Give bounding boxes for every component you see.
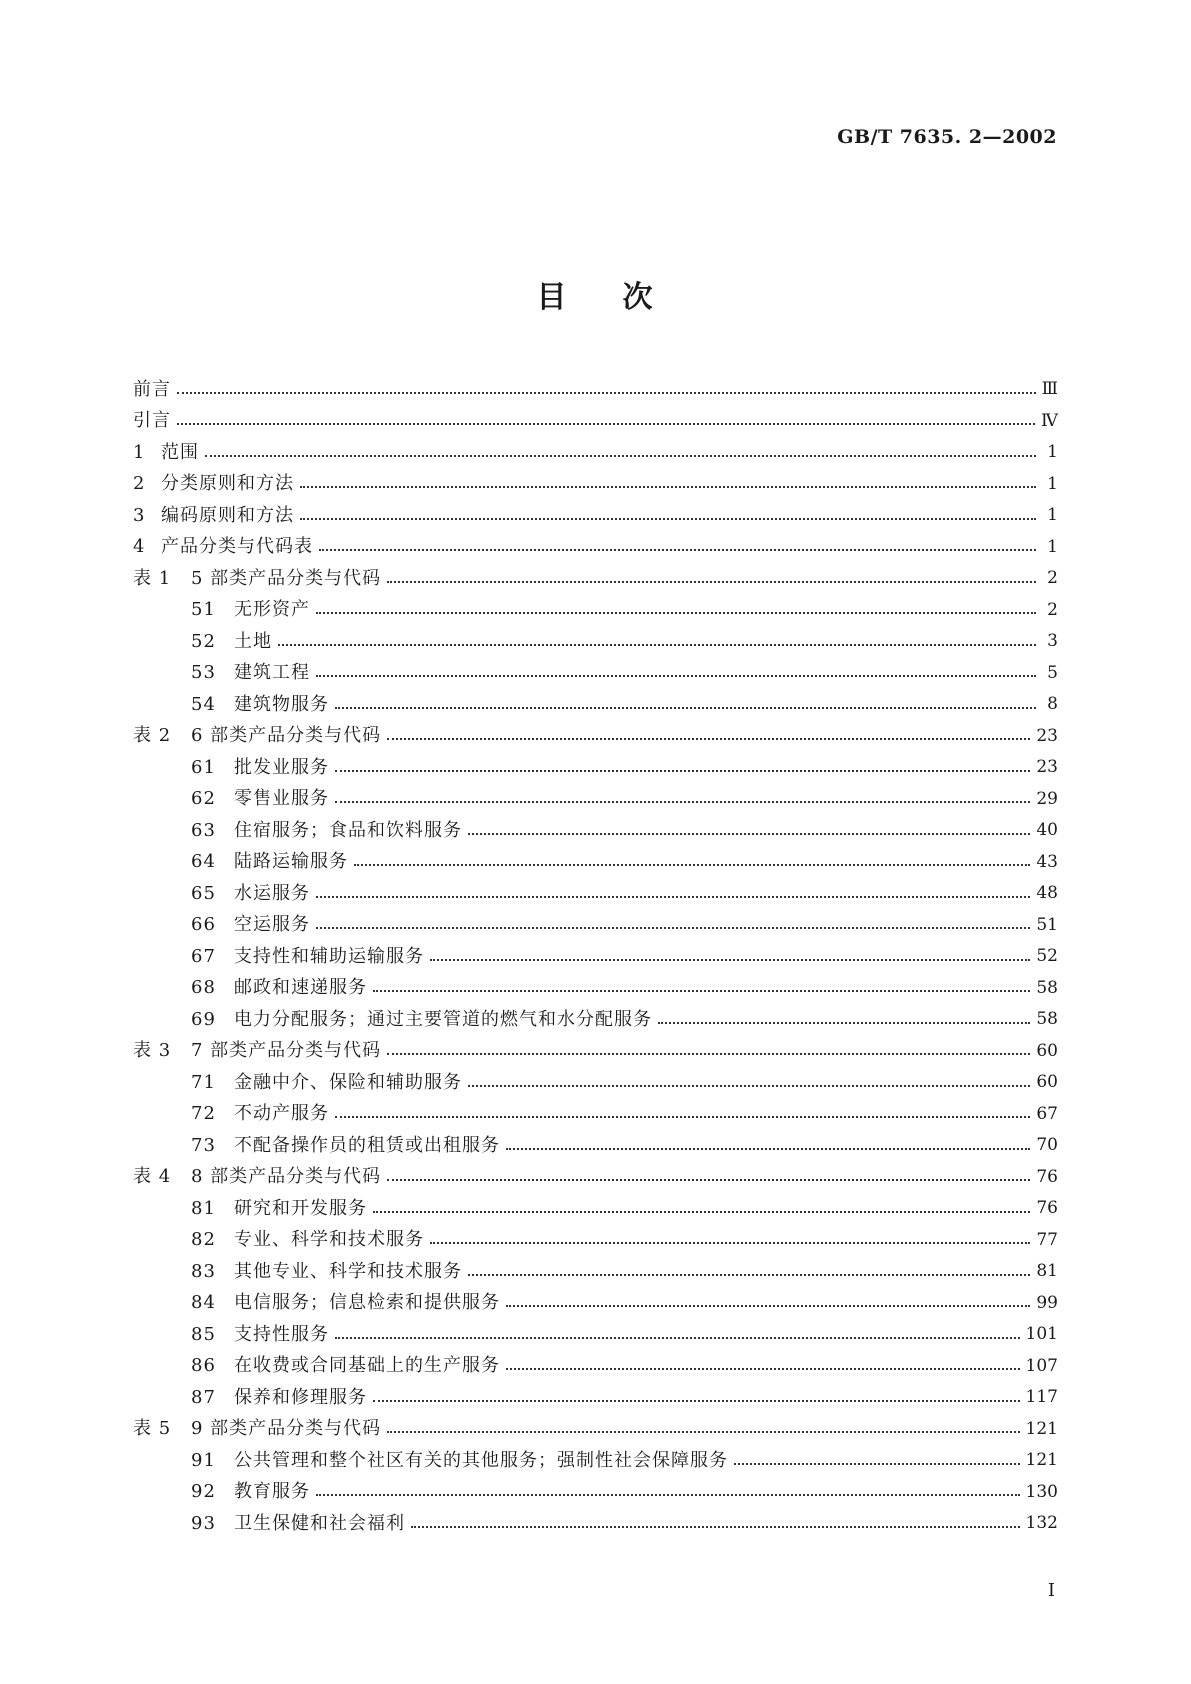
toc-entry-title: 不动产服务 — [234, 1103, 329, 1125]
dot-leader — [373, 1200, 1030, 1218]
dot-leader — [430, 948, 1030, 966]
toc-entry[interactable] — [133, 1225, 1058, 1257]
toc-page-number: 5 — [1047, 662, 1058, 683]
dot-leader — [335, 1326, 1020, 1344]
toc-entry[interactable] — [133, 941, 1058, 973]
toc-page-number: 58 — [1036, 977, 1058, 998]
toc-entry-title: 保养和修理服务 — [234, 1386, 367, 1408]
dot-leader — [387, 727, 1030, 745]
toc-entry[interactable] — [133, 1036, 1058, 1068]
toc-entry[interactable] — [133, 406, 1058, 438]
dot-leader — [177, 412, 1035, 430]
dot-leader — [468, 1263, 1030, 1281]
toc-page-number: 29 — [1036, 788, 1058, 809]
toc-page-number: 67 — [1036, 1103, 1058, 1124]
toc-entry[interactable] — [133, 1445, 1058, 1477]
toc-entry-title: 水运服务 — [234, 882, 310, 904]
toc-section-number: 53 — [191, 662, 216, 684]
toc-section-number: 62 — [191, 788, 216, 810]
toc-page-number: 132 — [1025, 1513, 1058, 1534]
toc-entry-title: 引言 — [133, 410, 171, 432]
toc-section-number: 68 — [191, 977, 216, 999]
toc-table-prefix: 表 4 — [133, 1166, 172, 1188]
dot-leader — [387, 1042, 1030, 1060]
dot-leader — [278, 633, 1036, 651]
dot-leader — [316, 1483, 1020, 1501]
toc-page-number: 43 — [1036, 851, 1058, 872]
toc-entry-title: 土地 — [234, 630, 272, 652]
toc-entry[interactable] — [133, 1477, 1058, 1509]
toc-section-number: 51 — [191, 599, 216, 621]
toc-entry[interactable] — [133, 626, 1058, 658]
toc-page-number: 52 — [1036, 946, 1058, 967]
toc-entry[interactable] — [133, 721, 1058, 753]
toc-entry[interactable] — [133, 1099, 1058, 1131]
dot-leader — [335, 1105, 1030, 1123]
toc-entry[interactable] — [133, 1508, 1058, 1540]
toc-entry[interactable] — [133, 1288, 1058, 1320]
toc-entry[interactable] — [133, 1130, 1058, 1162]
toc-page-number: 1 — [1047, 442, 1058, 463]
toc-entry-title: 金融中介、保险和辅助服务 — [234, 1071, 462, 1093]
toc-entry-title: 8 部类产品分类与代码 — [191, 1166, 382, 1188]
toc-entry[interactable] — [133, 1004, 1058, 1036]
toc-entry[interactable] — [133, 437, 1058, 469]
title-char-2: 次 — [622, 280, 655, 315]
toc-entry-title: 其他专业、科学和技术服务 — [234, 1260, 462, 1282]
dot-leader — [300, 507, 1036, 525]
toc-entry-title: 卫生保健和社会福利 — [234, 1512, 405, 1534]
toc-page-number: Ⅳ — [1041, 410, 1058, 431]
dot-leader — [316, 885, 1030, 903]
toc-entry-title: 支持性和辅助运输服务 — [234, 945, 424, 967]
toc-entry-title: 教育服务 — [234, 1481, 310, 1503]
toc-section-number: 1 — [133, 441, 146, 463]
dot-leader — [387, 1420, 1019, 1438]
dot-leader — [373, 979, 1030, 997]
toc-page-number: 58 — [1036, 1009, 1058, 1030]
dot-leader — [387, 1168, 1030, 1186]
dot-leader — [335, 759, 1030, 777]
toc-entry-title: 电力分配服务；通过主要管道的燃气和水分配服务 — [234, 1008, 652, 1030]
toc-entry[interactable] — [133, 563, 1058, 595]
dot-leader — [319, 538, 1036, 556]
toc-section-number: 86 — [191, 1355, 216, 1377]
toc-entry-title: 支持性服务 — [234, 1323, 329, 1345]
dot-leader — [316, 601, 1036, 619]
toc-section-number: 71 — [191, 1071, 216, 1093]
toc-entry-title: 专业、科学和技术服务 — [234, 1229, 424, 1251]
toc-page-number: 99 — [1036, 1292, 1058, 1313]
dot-leader — [373, 1389, 1020, 1407]
toc-section-number: 2 — [133, 473, 146, 495]
dot-leader — [506, 1294, 1030, 1312]
toc-entry[interactable] — [133, 973, 1058, 1005]
toc-page-number: 40 — [1036, 820, 1058, 841]
toc-page-number: 2 — [1047, 599, 1058, 620]
toc-section-number: 85 — [191, 1323, 216, 1345]
toc-entry-title: 分类原则和方法 — [161, 473, 294, 495]
toc-section-number: 69 — [191, 1008, 216, 1030]
toc-entry[interactable] — [133, 1162, 1058, 1194]
toc-entry-title: 范围 — [161, 441, 199, 463]
toc-section-number: 54 — [191, 693, 216, 715]
toc-entry-title: 邮政和速递服务 — [234, 977, 367, 999]
toc-page-number: 2 — [1047, 568, 1058, 589]
standard-number: GB/T 7635. 2—2002 — [837, 126, 1057, 148]
dot-leader — [506, 1357, 1020, 1375]
toc-entry[interactable] — [133, 752, 1058, 784]
dot-leader — [335, 696, 1036, 714]
dot-leader — [354, 853, 1030, 871]
toc-page-number: 76 — [1036, 1166, 1058, 1187]
toc-section-number: 83 — [191, 1260, 216, 1282]
toc-page-number: 23 — [1036, 725, 1058, 746]
toc-entry[interactable] — [133, 469, 1058, 501]
toc-section-number: 3 — [133, 504, 146, 526]
toc-section-number: 66 — [191, 914, 216, 936]
toc-entry-title: 零售业服务 — [234, 788, 329, 810]
toc-table-prefix: 表 5 — [133, 1418, 172, 1440]
toc-page-number: 3 — [1047, 631, 1058, 652]
dot-leader — [734, 1452, 1020, 1470]
dot-leader — [411, 1515, 1020, 1533]
dot-leader — [506, 1137, 1030, 1155]
toc-entry-title: 5 部类产品分类与代码 — [191, 567, 382, 589]
toc-entry[interactable] — [133, 374, 1058, 406]
toc-section-number: 61 — [191, 756, 216, 778]
toc-entry-title: 住宿服务；食品和饮料服务 — [234, 819, 462, 841]
toc-section-number: 67 — [191, 945, 216, 967]
toc-entry[interactable] — [133, 1351, 1058, 1383]
toc-section-number: 73 — [191, 1134, 216, 1156]
toc-entry[interactable] — [133, 658, 1058, 690]
toc-entry[interactable] — [133, 1414, 1058, 1446]
toc-entry-title: 陆路运输服务 — [234, 851, 348, 873]
table-of-contents — [133, 374, 1058, 1540]
toc-entry-title: 7 部类产品分类与代码 — [191, 1040, 382, 1062]
toc-section-number: 91 — [191, 1449, 216, 1471]
toc-table-prefix: 表 1 — [133, 567, 172, 589]
toc-section-number: 87 — [191, 1386, 216, 1408]
toc-entry[interactable] — [133, 689, 1058, 721]
toc-section-number: 4 — [133, 536, 146, 558]
dot-leader — [468, 1074, 1030, 1092]
toc-section-number: 64 — [191, 851, 216, 873]
dot-leader — [658, 1011, 1030, 1029]
toc-entry[interactable] — [133, 784, 1058, 816]
toc-section-number: 63 — [191, 819, 216, 841]
toc-section-number: 52 — [191, 630, 216, 652]
toc-page-number: 121 — [1025, 1418, 1058, 1439]
toc-table-prefix: 表 2 — [133, 725, 172, 747]
dot-leader — [430, 1231, 1030, 1249]
toc-section-number: 81 — [191, 1197, 216, 1219]
toc-page-number: 130 — [1025, 1481, 1058, 1502]
toc-page-number: 107 — [1025, 1355, 1058, 1376]
toc-section-number: 72 — [191, 1103, 216, 1125]
toc-page-number: 117 — [1025, 1387, 1058, 1408]
toc-entry-title: 无形资产 — [234, 599, 310, 621]
toc-table-prefix: 表 3 — [133, 1040, 172, 1062]
toc-page-number: 1 — [1047, 505, 1058, 526]
toc-entry[interactable] — [133, 878, 1058, 910]
toc-entry-title: 产品分类与代码表 — [161, 536, 313, 558]
toc-entry-title: 建筑工程 — [234, 662, 310, 684]
toc-page-number: 1 — [1047, 536, 1058, 557]
toc-page-number: 48 — [1036, 883, 1058, 904]
toc-entry-title: 电信服务；信息检索和提供服务 — [234, 1292, 500, 1314]
toc-entry[interactable] — [133, 1319, 1058, 1351]
toc-page-number: 60 — [1036, 1072, 1058, 1093]
toc-entry[interactable] — [133, 847, 1058, 879]
dot-leader — [316, 664, 1036, 682]
toc-entry-title: 建筑物服务 — [234, 693, 329, 715]
page-title — [0, 272, 1191, 316]
toc-entry-title: 前言 — [133, 378, 171, 400]
toc-entry[interactable] — [133, 1256, 1058, 1288]
toc-entry[interactable] — [133, 532, 1058, 564]
toc-entry-title: 9 部类产品分类与代码 — [191, 1418, 382, 1440]
toc-entry-title: 空运服务 — [234, 914, 310, 936]
toc-entry-title: 批发业服务 — [234, 756, 329, 778]
toc-section-number: 92 — [191, 1481, 216, 1503]
toc-entry[interactable] — [133, 910, 1058, 942]
dot-leader — [335, 790, 1030, 808]
toc-page-number: 51 — [1036, 914, 1058, 935]
toc-section-number: 84 — [191, 1292, 216, 1314]
toc-page-number: 77 — [1036, 1229, 1058, 1250]
toc-entry-title: 不配备操作员的租赁或出租服务 — [234, 1134, 500, 1156]
toc-page-number: 76 — [1036, 1198, 1058, 1219]
toc-entry-title: 6 部类产品分类与代码 — [191, 725, 382, 747]
toc-entry[interactable] — [133, 1382, 1058, 1414]
toc-page-number: 23 — [1036, 757, 1058, 778]
dot-leader — [205, 444, 1036, 462]
toc-page-number: 1 — [1047, 473, 1058, 494]
toc-section-number: 65 — [191, 882, 216, 904]
toc-entry[interactable] — [133, 1193, 1058, 1225]
page-number: I — [1047, 1580, 1055, 1601]
toc-section-number: 93 — [191, 1512, 216, 1534]
title-char-1: 目 — [536, 280, 569, 315]
dot-leader — [177, 381, 1036, 399]
toc-entry-title: 在收费或合同基础上的生产服务 — [234, 1355, 500, 1377]
dot-leader — [300, 475, 1036, 493]
toc-entry[interactable] — [133, 500, 1058, 532]
toc-entry[interactable] — [133, 1067, 1058, 1099]
toc-page-number: 70 — [1036, 1135, 1058, 1156]
toc-page-number: 8 — [1047, 694, 1058, 715]
toc-entry-title: 研究和开发服务 — [234, 1197, 367, 1219]
toc-page-number: Ⅲ — [1041, 379, 1058, 400]
toc-page-number: 81 — [1036, 1261, 1058, 1282]
toc-entry[interactable] — [133, 815, 1058, 847]
toc-page-number: 101 — [1025, 1324, 1058, 1345]
toc-entry[interactable] — [133, 595, 1058, 627]
toc-page-number: 121 — [1025, 1450, 1058, 1471]
dot-leader — [316, 916, 1030, 934]
toc-entry-title: 公共管理和整个社区有关的其他服务；强制性社会保障服务 — [234, 1449, 728, 1471]
dot-leader — [468, 822, 1030, 840]
toc-page-number: 60 — [1036, 1040, 1058, 1061]
dot-leader — [387, 570, 1036, 588]
toc-section-number: 82 — [191, 1229, 216, 1251]
toc-entry-title: 编码原则和方法 — [161, 504, 294, 526]
